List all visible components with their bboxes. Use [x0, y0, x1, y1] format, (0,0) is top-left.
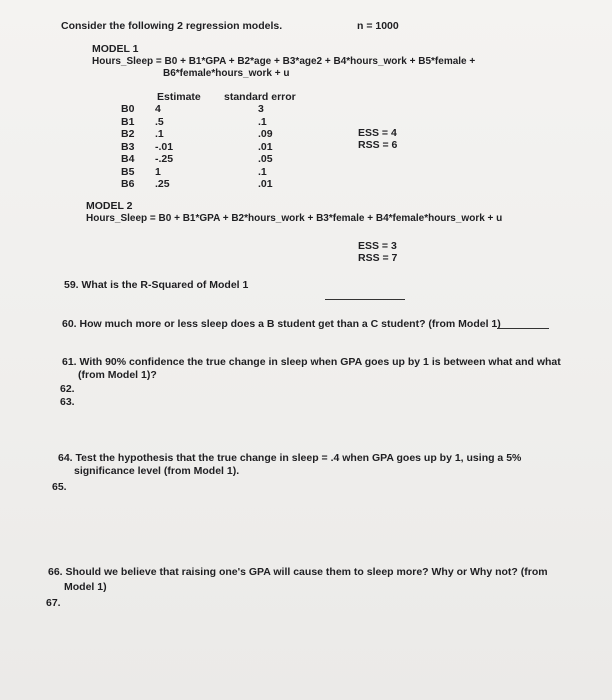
- se-value: 3: [258, 103, 264, 115]
- question-60: 60. How much more or less sleep does a B student get than a C student? (from Model 1): [62, 318, 501, 330]
- coefficient-names: [121, 103, 134, 191]
- coef-name: B4: [121, 153, 135, 165]
- coef-name: B1: [121, 115, 135, 128]
- model2-equation: Hours_Sleep = B0 + B1*GPA + B2*hours_work + B3*female + B4*female*hours_work + u: [86, 213, 503, 224]
- coef-name: B0: [121, 103, 135, 115]
- question-67: 67.: [46, 597, 61, 609]
- intro-text: Consider the following 2 regression models.: [61, 20, 283, 32]
- question-62: 62.: [60, 383, 75, 395]
- question-66-line1: 66. Should we believe that raising one's GPA will cause them to sleep more? Why or Why not? (from: [48, 566, 548, 578]
- model2-title: MODEL 2: [86, 200, 133, 212]
- standard-error-header: standard error: [224, 91, 296, 103]
- estimate-value: -.25: [155, 153, 174, 165]
- se-value: .01: [258, 178, 273, 190]
- question-59: 59. What is the R-Squared of Model 1: [64, 279, 249, 291]
- estimate-value: 4: [155, 103, 161, 115]
- question-64-line2: significance level (from Model 1).: [74, 465, 240, 477]
- question-61-line2: (from Model 1)?: [78, 369, 157, 381]
- model2-rss: RSS = 7: [358, 252, 398, 264]
- coef-name: B2: [121, 128, 135, 140]
- estimate-value: 1: [155, 165, 161, 178]
- se-value: .1: [258, 165, 267, 178]
- estimate-value: .25: [155, 178, 170, 190]
- se-value: .05: [258, 153, 273, 165]
- model2-ess: ESS = 3: [358, 240, 397, 252]
- coef-name: B6: [121, 178, 135, 190]
- question-63: 63.: [60, 396, 75, 408]
- question-65: 65.: [52, 481, 67, 493]
- se-value: .01: [258, 140, 273, 153]
- question-66-line2: Model 1): [64, 581, 107, 593]
- se-value: .1: [258, 115, 267, 128]
- coef-name: B5: [121, 165, 135, 178]
- model1-title: MODEL 1: [92, 43, 139, 55]
- question-64-line1: 64. Test the hypothesis that the true change in sleep = .4 when GPA goes up by 1, using a 5%: [58, 452, 522, 464]
- sample-size: n = 1000: [357, 20, 399, 32]
- coef-name: B3: [121, 140, 135, 153]
- estimate-value: -.01: [155, 140, 174, 153]
- answer-blank-60[interactable]: [497, 328, 549, 329]
- estimate-column: [155, 103, 173, 191]
- estimate-header: Estimate: [157, 91, 201, 103]
- model1-equation-line1: Hours_Sleep = B0 + B1*GPA + B2*age + B3*age2 + B4*hours_work + B5*female +: [92, 56, 476, 67]
- model1-rss: RSS = 6: [358, 139, 398, 151]
- se-value: .09: [258, 128, 273, 140]
- estimate-value: .1: [155, 128, 164, 140]
- standard-error-column: [258, 103, 273, 191]
- answer-blank-59[interactable]: [325, 299, 405, 300]
- question-61-line1: 61. With 90% confidence the true change in sleep when GPA goes up by 1 is between what and what: [62, 356, 561, 368]
- model1-ess: ESS = 4: [358, 127, 397, 139]
- model1-equation-line2: B6*female*hours_work + u: [163, 68, 290, 79]
- estimate-value: .5: [155, 115, 164, 128]
